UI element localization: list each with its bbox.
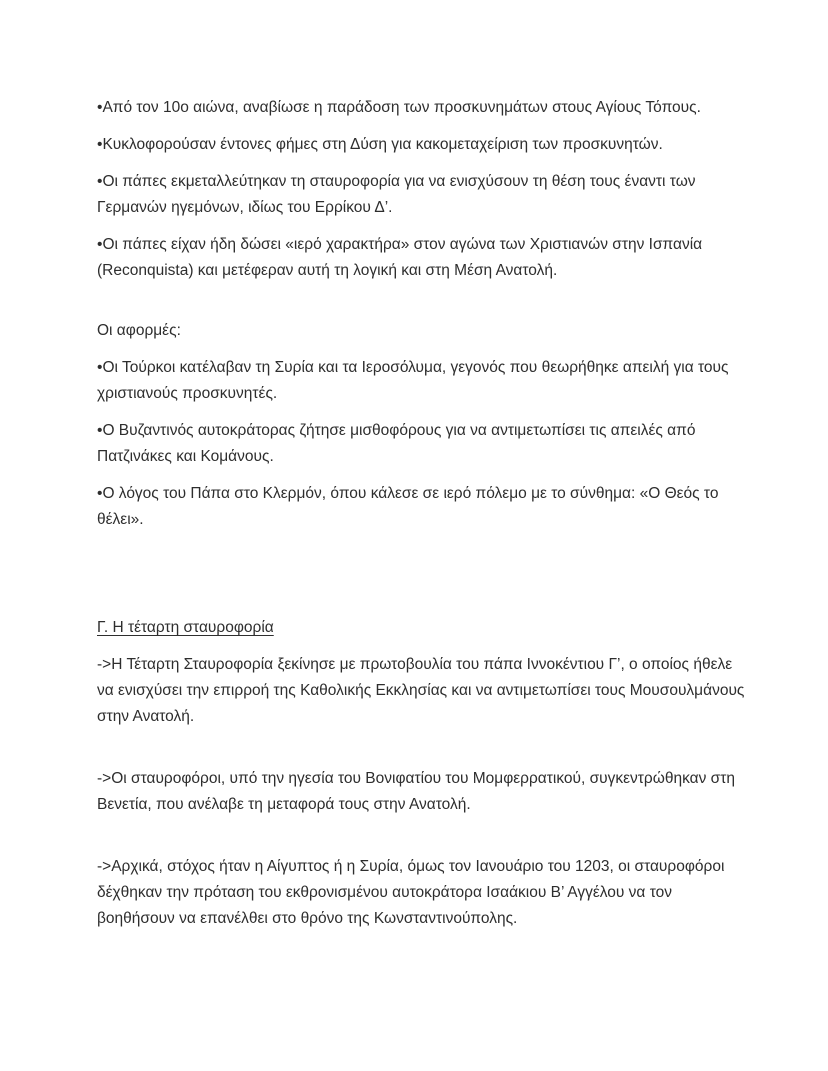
bullet-item bbox=[97, 169, 747, 221]
bullet-item bbox=[97, 418, 747, 470]
bullet-marker: • bbox=[97, 359, 103, 376]
arrow-paragraph bbox=[97, 854, 747, 932]
bullet-text: Από τον 10ο αιώνα, αναβίωσε η παράδοση των προσκυνημάτων στους Αγίους Τόπους. bbox=[102, 99, 701, 116]
paragraph-text: Αρχικά, στόχος ήταν η Αίγυπτος ή η Συρία, όμως τον Ιανουάριο του 1203, οι σταυροφόροι δέχθηκαν την πρόταση του εκθρονισμένου αυτοκράτορα Ισαάκιου Β’ Αγγέλου να τον βοηθήσουν να επανέλθει στο θρόνο της Κωνσταντινούπολης. bbox=[97, 858, 725, 927]
arrow-marker: -> bbox=[97, 858, 112, 875]
bullet-text: Ο λόγος του Πάπα στο Κλερμόν, όπου κάλεσε σε ιερό πόλεμο με το σύνθημα: «Ο Θεός το θέλει». bbox=[97, 485, 719, 528]
bullet-item bbox=[97, 95, 747, 121]
bullet-marker: • bbox=[97, 236, 103, 253]
bullet-marker: • bbox=[97, 485, 103, 502]
bullet-text: Οι πάπες εκμεταλλεύτηκαν τη σταυροφορία για να ενισχύσουν τη θέση τους έναντι των Γερμανών ηγεμόνων, ιδίως του Ερρίκου Δ’. bbox=[97, 173, 696, 216]
bullet-item bbox=[97, 132, 747, 158]
section-heading: Γ. Η τέταρτη σταυροφορία bbox=[97, 619, 274, 636]
bullet-item bbox=[97, 355, 747, 407]
bullet-marker: • bbox=[97, 173, 103, 190]
bullet-text: Οι Τούρκοι κατέλαβαν τη Συρία και τα Ιεροσόλυμα, γεγονός που θεωρήθηκε απειλή για τους χριστιανούς προσκυνητές. bbox=[97, 359, 729, 402]
bullet-text: Κυκλοφορούσαν έντονες φήμες στη Δύση για κακομεταχείριση των προσκυνητών. bbox=[102, 136, 663, 153]
arrow-paragraph bbox=[97, 766, 747, 818]
arrow-marker: -> bbox=[97, 656, 112, 673]
bullet-marker: • bbox=[97, 422, 103, 439]
bullet-item bbox=[97, 232, 747, 284]
bullet-marker: • bbox=[97, 136, 103, 153]
bullet-marker: • bbox=[97, 99, 103, 116]
bullet-text: Ο Βυζαντινός αυτοκράτορας ζήτησε μισθοφόρους για να αντιμετωπίσει τις απειλές από Πατζινάκες και Κομάνους. bbox=[97, 422, 696, 465]
paragraph-text: Η Τέταρτη Σταυροφορία ξεκίνησε με πρωτοβουλία του πάπα Ιννοκέντιου Γ’, ο οποίος ήθελε να ενισχύσει την επιρροή της Καθολικής Εκκλησίας και να αντιμετωπίσει τους Μουσουλμάνους στην Ανατολή. bbox=[97, 656, 745, 725]
bullet-text: Οι πάπες είχαν ήδη δώσει «ιερό χαρακτήρα» στον αγώνα των Χριστιανών στην Ισπανία (Reconquista) και μετέφεραν αυτή τη λογική και στη Μέση Ανατολή. bbox=[97, 236, 703, 279]
arrow-paragraph bbox=[97, 652, 747, 730]
document-content bbox=[97, 95, 747, 943]
causes-label: Οι αφορμές: bbox=[97, 322, 181, 339]
paragraph-text: Οι σταυροφόροι, υπό την ηγεσία του Βονιφατίου του Μομφερρατικού, συγκεντρώθηκαν στη Βενετία, που ανέλαβε τη μεταφορά τους στην Ανατολή. bbox=[97, 770, 735, 813]
arrow-marker: -> bbox=[97, 770, 112, 787]
bullet-item bbox=[97, 481, 747, 533]
